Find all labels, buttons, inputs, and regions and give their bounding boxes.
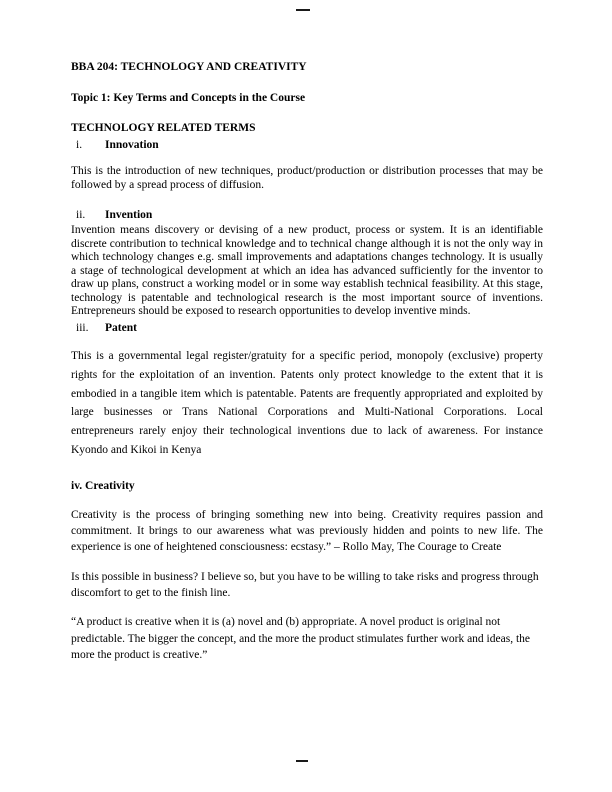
term-label: Innovation	[105, 138, 159, 151]
term-heading-innovation	[71, 139, 543, 153]
section-heading: TECHNOLOGY RELATED TERMS	[71, 122, 256, 135]
paragraph-innovation: This is the introduction of new techniques, product/production or distribution processes that may be followed by a spread process of diffusion.	[71, 165, 543, 191]
paragraph-creativity-3: “A product is creative when it is (a) novel and (b) appropriate. A novel product is original not predictable. The bigger the concept, and the more the product stimulates further work and ideas, the more the product is creative.”	[71, 616, 530, 662]
term-numeral: ii.	[76, 209, 86, 222]
paragraph-patent: This is a governmental legal register/gratuity for a specific period, monopoly (exclusive) property rights for the exploitation of an invention. Patents only protect knowledge to the extent that it is embodied in a tangible item which is patentable. Patents are frequently appropriated and exploited by large businesses or Trans National Corporations and Multi-National Corporations. Local entrepreneurs rarely enjoy their technological inventions due to lack of awareness. For instance Kyondo and Kikoi in Kenya	[71, 350, 543, 456]
term-label: Patent	[105, 321, 137, 334]
term-numeral: i.	[76, 138, 83, 151]
term-label: Invention	[105, 209, 153, 222]
topic-title: Topic 1: Key Terms and Concepts in the Course	[71, 91, 306, 104]
term-heading-creativity: iv. Creativity	[71, 480, 135, 493]
term-numeral: iii.	[76, 321, 89, 334]
document-content	[71, 61, 543, 663]
term-heading-patent	[71, 322, 543, 336]
course-title: BBA 204: TECHNOLOGY AND CREATIVITY	[71, 61, 307, 73]
top-page-artifact	[296, 9, 310, 11]
paragraph-invention: Invention means discovery or devising of a new product, process or system. It is an identifiable discrete contribution to technical knowledge and to technical change although it is not the only way in which technology changes e.g. small improvements and adaptations changes technology. It is usually a stage of technological development at which an idea has advanced sufficiently for the inventor to draw up plans, construct a working model or in some way establish technical feasibility. At this stage, technology is patentable and technological research is the most important source of inventions. Entrepreneurs should be exposed to research opportunities to develop inventive minds.	[71, 223, 543, 318]
term-heading-invention	[71, 209, 543, 223]
bottom-page-artifact	[296, 760, 308, 762]
paragraph-creativity-2: Is this possible in business? I believe so, but you have to be willing to take risks and progress through discomfort to get to the finish line.	[71, 570, 539, 600]
paragraph-creativity-1: Creativity is the process of bringing something new into being. Creativity requires passion and commitment. It brings to our awareness what was previously hidden and points to new life. The experience is one of heightened consciousness: ecstasy.” – Rollo May, The Courage to Create	[71, 508, 543, 554]
